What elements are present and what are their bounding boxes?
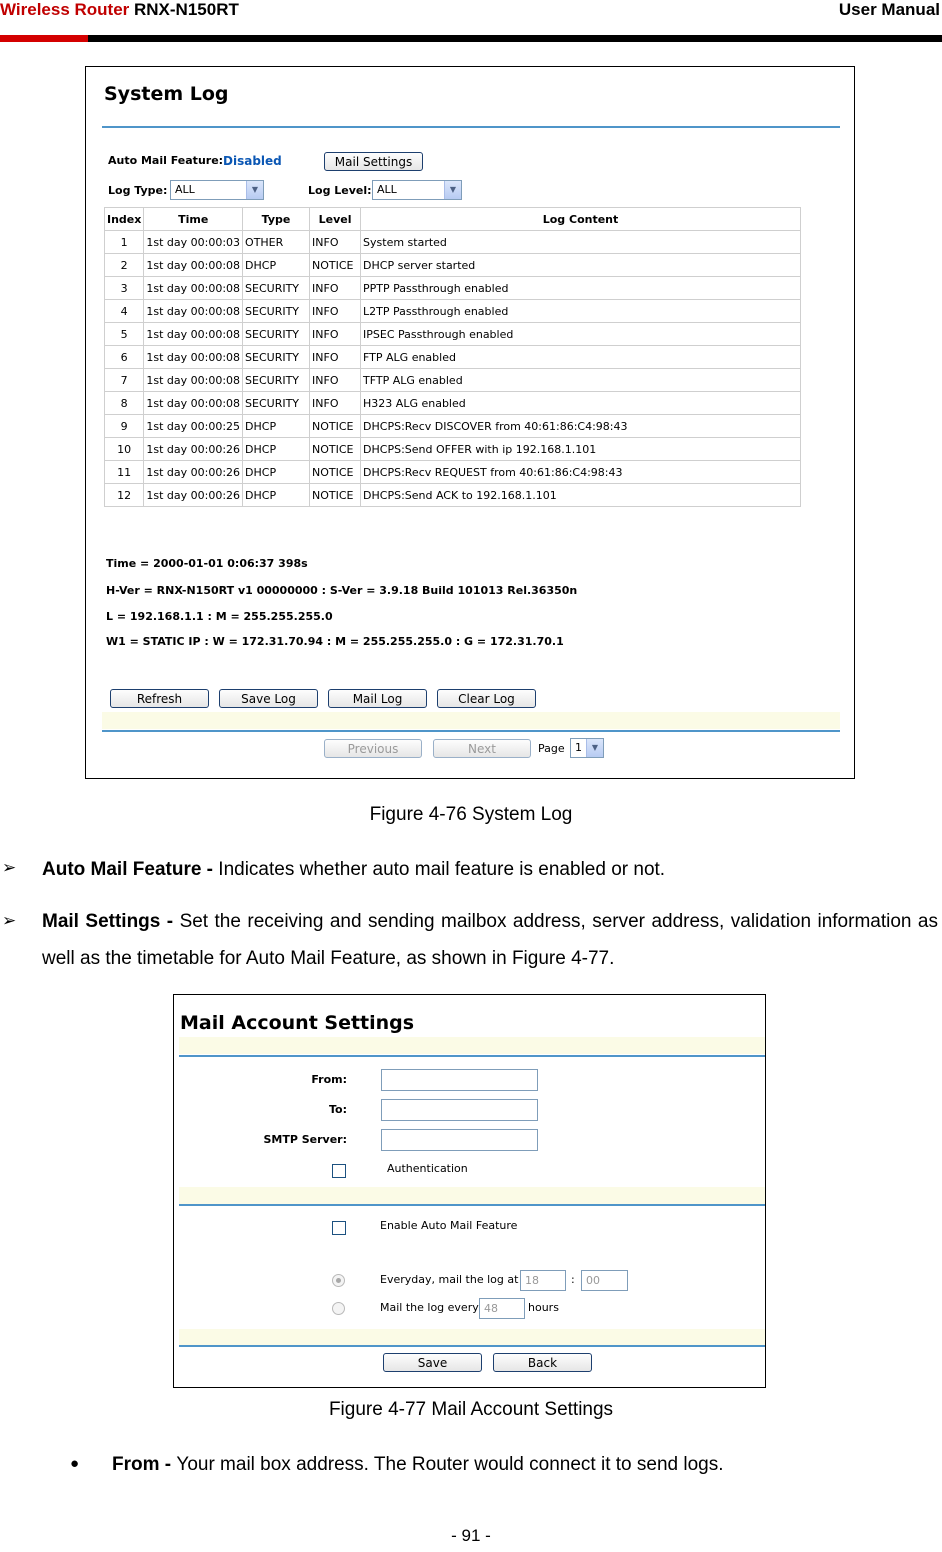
header-rule-red xyxy=(0,35,88,42)
next-button[interactable]: Next xyxy=(433,739,531,758)
table-cell: INFO xyxy=(310,392,361,415)
table-cell: 3 xyxy=(105,277,144,300)
table-row xyxy=(105,392,801,415)
table-cell: 1st day 00:00:26 xyxy=(144,461,243,484)
from-label: From: xyxy=(311,1073,347,1086)
table-cell: 6 xyxy=(105,346,144,369)
system-log-title: System Log xyxy=(104,83,229,105)
table-cell: INFO xyxy=(310,369,361,392)
dot-bullet-icon: ● xyxy=(70,1455,80,1472)
table-cell: 1st day 00:00:08 xyxy=(144,323,243,346)
interval-radio[interactable] xyxy=(332,1302,345,1315)
bullet-text: Indicates whether auto mail feature is enabled or not. xyxy=(218,859,666,880)
table-cell: 1st day 00:00:08 xyxy=(144,254,243,277)
table-cell: DHCP server started xyxy=(361,254,801,277)
interval-label: Mail the log every xyxy=(380,1301,479,1314)
system-log-panel xyxy=(85,66,855,779)
table-row xyxy=(105,484,801,507)
save-log-button[interactable]: Save Log xyxy=(219,689,318,708)
table-cell: SECURITY xyxy=(243,277,310,300)
table-cell: 8 xyxy=(105,392,144,415)
mail-log-button[interactable]: Mail Log xyxy=(328,689,427,708)
table-cell: 1st day 00:00:03 xyxy=(144,231,243,254)
authentication-label: Authentication xyxy=(387,1162,468,1175)
everyday-label: Everyday, mail the log at xyxy=(380,1273,519,1286)
table-cell: INFO xyxy=(310,323,361,346)
table-cell: NOTICE xyxy=(310,254,361,277)
table-cell: DHCPS:Send ACK to 192.168.1.101 xyxy=(361,484,801,507)
footer-stripe xyxy=(179,1329,765,1346)
table-cell: NOTICE xyxy=(310,484,361,507)
footer-divider xyxy=(102,730,840,732)
table-cell: SECURITY xyxy=(243,300,310,323)
table-cell: DHCP xyxy=(243,254,310,277)
table-cell: DHCP xyxy=(243,484,310,507)
smtp-label: SMTP Server: xyxy=(263,1133,347,1146)
table-cell: 2 xyxy=(105,254,144,277)
page-value: 1 xyxy=(575,741,582,754)
table-cell: SECURITY xyxy=(243,369,310,392)
table-row xyxy=(105,231,801,254)
previous-button[interactable]: Previous xyxy=(324,739,422,758)
table-cell: INFO xyxy=(310,346,361,369)
chevron-down-icon: ▼ xyxy=(586,739,603,757)
table-cell: 5 xyxy=(105,323,144,346)
title-divider xyxy=(102,126,840,128)
table-cell: IPSEC Passthrough enabled xyxy=(361,323,801,346)
table-cell: TFTP ALG enabled xyxy=(361,369,801,392)
log-type-value: ALL xyxy=(175,183,195,196)
enable-auto-mail-label: Enable Auto Mail Feature xyxy=(380,1219,518,1232)
table-row xyxy=(105,346,801,369)
table-cell: DHCP xyxy=(243,415,310,438)
arrow-bullet-icon: ➢ xyxy=(2,858,17,877)
log-table xyxy=(104,207,801,507)
table-cell: 12 xyxy=(105,484,144,507)
table-cell: 1st day 00:00:26 xyxy=(144,438,243,461)
table-cell: 9 xyxy=(105,415,144,438)
title-stripe xyxy=(179,1037,765,1054)
table-cell: H323 ALG enabled xyxy=(361,392,801,415)
time-separator: : xyxy=(571,1273,575,1286)
mail-settings-panel xyxy=(173,994,766,1388)
table-cell: INFO xyxy=(310,277,361,300)
table-cell: 1st day 00:00:26 xyxy=(144,484,243,507)
mail-settings-title: Mail Account Settings xyxy=(180,1012,415,1034)
header-product: Wireless Router xyxy=(0,0,130,19)
table-row xyxy=(105,323,801,346)
refresh-button[interactable]: Refresh xyxy=(110,689,209,708)
table-row xyxy=(105,369,801,392)
table-cell: PPTP Passthrough enabled xyxy=(361,277,801,300)
bullet-term: From - xyxy=(112,1454,177,1475)
minute-input[interactable]: 00 xyxy=(581,1270,628,1291)
info-time: Time = 2000-01-01 0:06:37 398s xyxy=(106,557,308,570)
page-number: - 91 - xyxy=(451,1526,491,1545)
table-cell: FTP ALG enabled xyxy=(361,346,801,369)
chevron-down-icon: ▼ xyxy=(246,181,263,199)
page-label: Page xyxy=(538,742,565,755)
from-input[interactable] xyxy=(381,1069,538,1091)
arrow-bullet-icon: ➢ xyxy=(2,911,17,930)
info-lan: L = 192.168.1.1 : M = 255.255.255.0 xyxy=(106,610,333,623)
table-row xyxy=(105,438,801,461)
table-cell: DHCP xyxy=(243,461,310,484)
section-divider xyxy=(179,1204,765,1206)
table-cell: System started xyxy=(361,231,801,254)
table-row xyxy=(105,461,801,484)
page-select[interactable] xyxy=(570,738,604,758)
table-cell: L2TP Passthrough enabled xyxy=(361,300,801,323)
log-level-label: Log Level: xyxy=(308,184,372,197)
table-cell: 1 xyxy=(105,231,144,254)
bullet-term: Mail Settings - xyxy=(42,911,180,932)
table-cell: DHCP xyxy=(243,438,310,461)
table-cell: DHCPS:Recv DISCOVER from 40:61:86:C4:98:43 xyxy=(361,415,801,438)
table-cell: DHCPS:Send OFFER with ip 192.168.1.101 xyxy=(361,438,801,461)
header-manual: User Manual xyxy=(838,0,940,19)
table-row xyxy=(105,277,801,300)
header-model: RNX-N150RT xyxy=(134,0,239,19)
figure-caption: Figure 4-77 Mail Account Settings xyxy=(328,1399,614,1420)
table-cell: 1st day 00:00:08 xyxy=(144,300,243,323)
table-row xyxy=(105,415,801,438)
bullet-paragraph xyxy=(42,903,938,977)
info-version: H-Ver = RNX-N150RT v1 00000000 : S-Ver = 3.9.18 Build 101013 Rel.36350n xyxy=(106,584,578,597)
hours-label: hours xyxy=(528,1301,559,1314)
table-cell: 4 xyxy=(105,300,144,323)
table-cell: INFO xyxy=(310,300,361,323)
title-divider xyxy=(179,1055,765,1057)
table-cell: 1st day 00:00:08 xyxy=(144,346,243,369)
info-wan: W1 = STATIC IP : W = 172.31.70.94 : M = 255.255.255.0 : G = 172.31.70.1 xyxy=(106,635,564,648)
column-header: Time xyxy=(144,208,243,231)
table-cell: DHCPS:Recv REQUEST from 40:61:86:C4:98:43 xyxy=(361,461,801,484)
bullet-term: Auto Mail Feature - xyxy=(42,859,219,880)
header-rule-black xyxy=(88,35,942,42)
footer-stripe xyxy=(102,712,840,729)
bullet-text: Your mail box address. The Router would connect it to send logs. xyxy=(176,1454,724,1475)
mail-settings-button[interactable]: Mail Settings xyxy=(324,152,423,171)
smtp-server-input[interactable] xyxy=(381,1129,538,1151)
authentication-checkbox[interactable] xyxy=(332,1164,346,1178)
clear-log-button[interactable]: Clear Log xyxy=(437,689,536,708)
table-cell: 1st day 00:00:08 xyxy=(144,369,243,392)
log-type-label: Log Type: xyxy=(108,184,168,197)
table-cell: SECURITY xyxy=(243,346,310,369)
column-header: Index xyxy=(105,208,144,231)
log-type-select[interactable] xyxy=(170,180,264,200)
table-cell: 1st day 00:00:08 xyxy=(144,277,243,300)
to-label: To: xyxy=(329,1103,347,1116)
to-input[interactable] xyxy=(381,1099,538,1121)
column-header: Log Content xyxy=(361,208,801,231)
table-cell: NOTICE xyxy=(310,461,361,484)
table-cell: 11 xyxy=(105,461,144,484)
column-header: Type xyxy=(243,208,310,231)
column-header: Level xyxy=(310,208,361,231)
save-button[interactable]: Save xyxy=(383,1353,482,1372)
bullet-paragraph xyxy=(112,1446,932,1483)
enable-auto-mail-checkbox[interactable] xyxy=(332,1221,346,1235)
table-cell: 1st day 00:00:08 xyxy=(144,392,243,415)
bullet-paragraph xyxy=(42,851,938,888)
table-cell: OTHER xyxy=(243,231,310,254)
interval-input[interactable]: 48 xyxy=(479,1298,525,1319)
table-cell: NOTICE xyxy=(310,415,361,438)
back-button[interactable]: Back xyxy=(493,1353,592,1372)
table-cell: 1st day 00:00:25 xyxy=(144,415,243,438)
log-level-select[interactable] xyxy=(372,180,462,200)
table-row xyxy=(105,254,801,277)
figure-caption: Figure 4-76 System Log xyxy=(369,804,573,825)
table-cell: SECURITY xyxy=(243,392,310,415)
table-cell: 7 xyxy=(105,369,144,392)
log-level-value: ALL xyxy=(377,183,397,196)
bullet-text: Set the receiving and sending mailbox address, server address, validation information as well as the timetable for Auto Mail Feature, as shown in Figure 4-77. xyxy=(42,911,938,969)
hour-input[interactable]: 18 xyxy=(520,1270,566,1291)
chevron-down-icon: ▼ xyxy=(444,181,461,199)
table-row xyxy=(105,300,801,323)
table-cell: SECURITY xyxy=(243,323,310,346)
footer-divider xyxy=(179,1345,765,1347)
table-cell: INFO xyxy=(310,231,361,254)
table-cell: NOTICE xyxy=(310,438,361,461)
auto-mail-value: Disabled xyxy=(223,154,282,168)
auto-mail-label: Auto Mail Feature: xyxy=(108,154,224,167)
everyday-radio[interactable] xyxy=(332,1274,345,1287)
section-stripe xyxy=(179,1187,765,1204)
table-cell: 10 xyxy=(105,438,144,461)
